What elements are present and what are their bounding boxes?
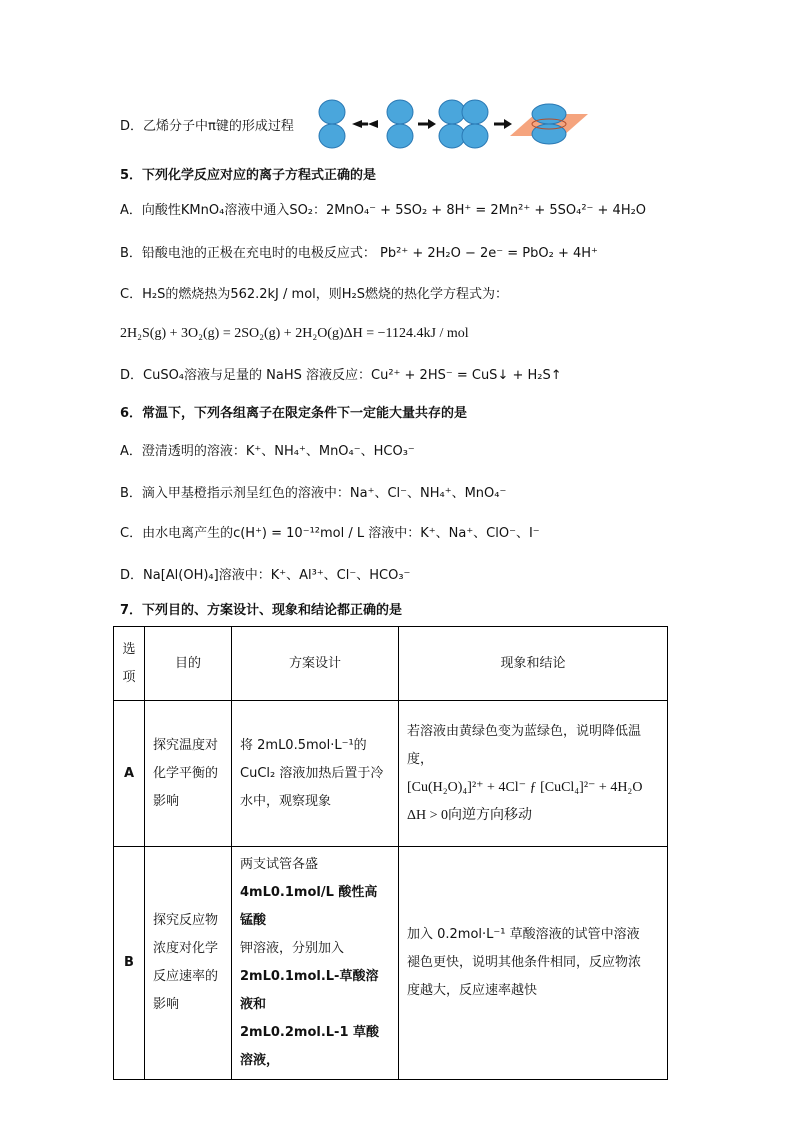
q7-stem: 7．下列目的、方案设计、现象和结论都正确的是 <box>120 603 403 618</box>
arrow-icon <box>418 119 436 129</box>
row-result-line: 加入 0.2mol·L⁻¹ 草酸溶液的试管中溶液 <box>407 927 640 942</box>
q6-option-d: D．Na[Al(OH)₄]溶液中：K⁺、Al³⁺、Cl⁻、HCO₃⁻ <box>120 568 411 583</box>
row-design-line: 2mL0.2mol.L-1 草酸溶液， <box>240 1025 380 1068</box>
side-by-side-overlap-icon <box>439 100 488 148</box>
q5-option-a: A．向酸性KMnO₄溶液中通入SO₂：2MnO₄⁻ + 5SO₂ + 8H⁺ = 2Mn²⁺ + 5SO₄²⁻ + 4H₂O <box>120 203 647 218</box>
table-row <box>114 701 668 847</box>
header-result: 现象和结论 <box>399 627 668 701</box>
q5-option-b: B．铅酸电池的正极在充电时的电极反应式： Pb²⁺ + 2H₂O − 2e⁻ = PbO₂ + 4H⁺ <box>120 246 598 261</box>
row-option: A <box>114 701 145 847</box>
header-purpose: 目的 <box>145 627 232 701</box>
q6-stem: 6．常温下，下列各组离子在限定条件下一定能大量共存的是 <box>120 406 468 421</box>
q6-option-c: C．由水电离产生的c(H⁺) = 10⁻¹²mol / L 溶液中：K⁺、Na⁺、ClO⁻、I⁻ <box>120 526 540 541</box>
row-result <box>399 847 668 1080</box>
row-result-line: 度越大，反应速率越快 <box>407 983 538 998</box>
q4-option-d <box>120 117 294 137</box>
q7-table <box>113 626 668 1080</box>
q6-option-b: B．滴入甲基橙指示剂呈红色的溶液中：Na⁺、Cl⁻、NH₄⁺、MnO₄⁻ <box>120 486 507 501</box>
q5-stem: 5．下列化学反应对应的离子方程式正确的是 <box>120 168 377 183</box>
table-header-row <box>114 627 668 701</box>
row-option: B <box>114 847 145 1080</box>
pi-bond-formation-figure <box>310 98 590 150</box>
table-row <box>114 847 668 1080</box>
row-design-line: 钾溶液，分别加入 <box>240 941 345 956</box>
p-orbital-pair-icon <box>387 100 413 148</box>
q6-option-a: A．澄清透明的溶液：K⁺、NH₄⁺、MnO₄⁻、HCO₃⁻ <box>120 444 415 459</box>
row-design-line: 4mL0.1mol/L 酸性高锰酸 <box>240 885 378 928</box>
row-design-line: 2mL0.1mol.L-草酸溶液和 <box>240 969 379 1012</box>
header-design: 方案设计 <box>232 627 399 701</box>
row-design-line: 两支试管各盛 <box>240 857 319 872</box>
arrow-icon <box>352 120 378 128</box>
header-option: 选项 <box>114 627 145 701</box>
row-purpose: 探究温度对化学平衡的影响 <box>145 701 232 847</box>
row-purpose: 探究反应物浓度对化学反应速率的影响 <box>145 847 232 1080</box>
row-design: 将 2mL0.5mol·L⁻¹的 CuCl₂ 溶液加热后置于冷水中，观察现象 <box>232 701 399 847</box>
p-orbital-pair-icon <box>319 100 345 148</box>
q4-option-d-label: D．乙烯分子中π键的形成过程 <box>120 119 294 134</box>
row-result <box>399 701 668 847</box>
row-design <box>232 847 399 1080</box>
pi-bond-icon <box>510 104 588 144</box>
row-result-line: 褪色更快，说明其他条件相同，反应物浓 <box>407 955 642 970</box>
arrow-icon <box>494 119 512 129</box>
q5-option-c-equation: 2H₂S(g) + 3O₂(g) = 2SO₂(g) + 2H₂O(g)ΔH = −1124.4kJ / mol <box>120 326 469 341</box>
q5-option-d: D．CuSO₄溶液与足量的 NaHS 溶液反应：Cu²⁺ + 2HS⁻ = CuS↓ + H₂S↑ <box>120 368 562 383</box>
q5-option-c: C．H₂S的燃烧热为562.2kJ / mol，则H₂S燃烧的热化学方程式为： <box>120 287 509 302</box>
row-result-equation: [Cu(H₂O)₄]²⁺ + 4Cl⁻ ƒ [CuCl₄]²⁻ + 4H₂O <box>407 779 643 795</box>
row-result-text: 若溶液由黄绿色变为蓝绿色，说明降低温度， <box>407 723 642 767</box>
row-result-conclusion: ΔH > 0向逆方向移动 <box>407 807 533 823</box>
